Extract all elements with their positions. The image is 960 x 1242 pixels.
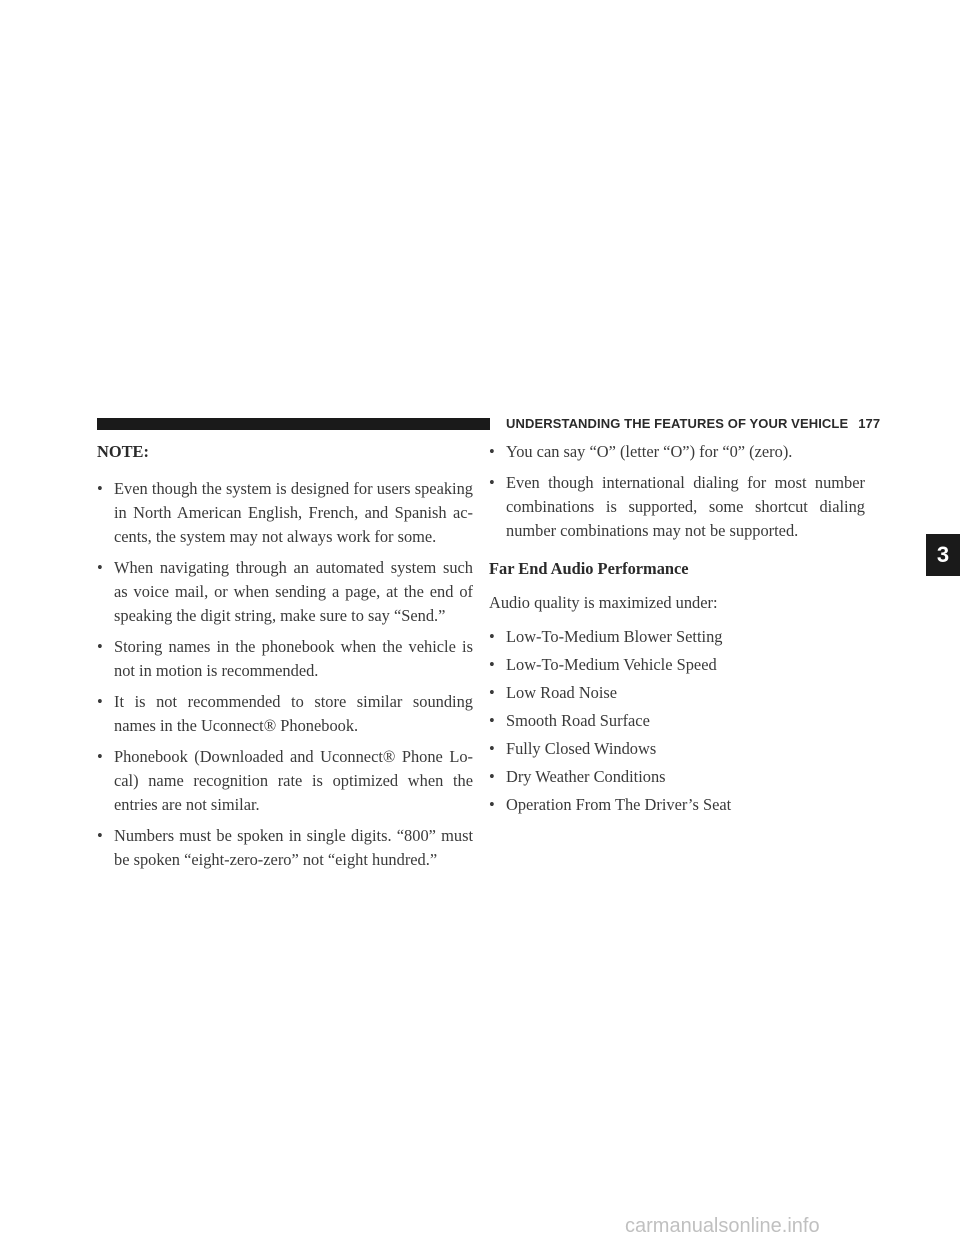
bullet-icon: • xyxy=(97,558,103,577)
bullet-icon: • xyxy=(97,637,103,656)
watermark: carmanualsonline.info xyxy=(625,1215,820,1237)
list-item: • It is not recommended to store similar sounding names in the Uconnect® Phonebook. xyxy=(97,692,473,735)
bullet-icon: • xyxy=(97,479,103,498)
bullet-icon: • xyxy=(489,711,495,730)
page-number: 177 xyxy=(858,416,881,431)
intro-text: Audio quality is maximized under: xyxy=(489,593,718,612)
list-item: • When navigating through an automated system such as voice mail, or when sending a page, at the end of speaking the digit string, make sure to say “Send.” xyxy=(97,558,473,625)
list-item: • Even though international dialing for most number combinations is supported, some shortcut dialing number combinations may not be supported. xyxy=(489,473,865,540)
section-heading: Far End Audio Performance xyxy=(489,559,689,578)
bullet-icon: • xyxy=(97,826,103,845)
list-item: • You can say “O” (letter “O”) for “0” (zero). xyxy=(489,440,865,464)
list-item: • Even though the system is designed for users speaking in North American English, French, and Spanish ac-cents, the system may not always work for some. xyxy=(97,479,473,546)
note-list xyxy=(97,477,473,872)
note-list-continued xyxy=(489,440,865,543)
bullet-icon: • xyxy=(489,442,495,461)
bullet-icon: • xyxy=(97,747,103,766)
section-title: UNDERSTANDING THE FEATURES OF YOUR VEHICLE xyxy=(506,416,849,431)
left-column xyxy=(97,440,473,879)
list-item: • Fully Closed Windows xyxy=(489,737,865,761)
list-item: • Phonebook (Downloaded and Uconnect® Phone Lo-cal) name recognition rate is optimized when the entries are not similar. xyxy=(97,747,473,814)
bullet-icon: • xyxy=(489,627,495,646)
list-item: • Low Road Noise xyxy=(489,681,865,705)
chapter-tab: 3 xyxy=(926,534,960,576)
right-column xyxy=(489,440,865,821)
running-header xyxy=(506,416,880,431)
bullet-icon: • xyxy=(489,683,495,702)
note-label: NOTE: xyxy=(97,442,149,461)
list-item: • Low-To-Medium Vehicle Speed xyxy=(489,653,865,677)
bullet-icon: • xyxy=(97,692,103,711)
bullet-icon: • xyxy=(489,795,495,814)
list-item: • Low-To-Medium Blower Setting xyxy=(489,625,865,649)
bullet-icon: • xyxy=(489,739,495,758)
list-item: • Storing names in the phonebook when the vehicle is not in motion is recommended. xyxy=(97,637,473,680)
header-rule xyxy=(97,418,490,430)
list-item: • Operation From The Driver’s Seat xyxy=(489,793,865,817)
list-item: • Dry Weather Conditions xyxy=(489,765,865,789)
conditions-list xyxy=(489,625,865,817)
bullet-icon: • xyxy=(489,655,495,674)
bullet-icon: • xyxy=(489,767,495,786)
bullet-icon: • xyxy=(489,473,495,492)
list-item: • Smooth Road Surface xyxy=(489,709,865,733)
list-item: • Numbers must be spoken in single digits. “800” must be spoken “eight-zero-zero” not “eight hundred.” xyxy=(97,826,473,869)
